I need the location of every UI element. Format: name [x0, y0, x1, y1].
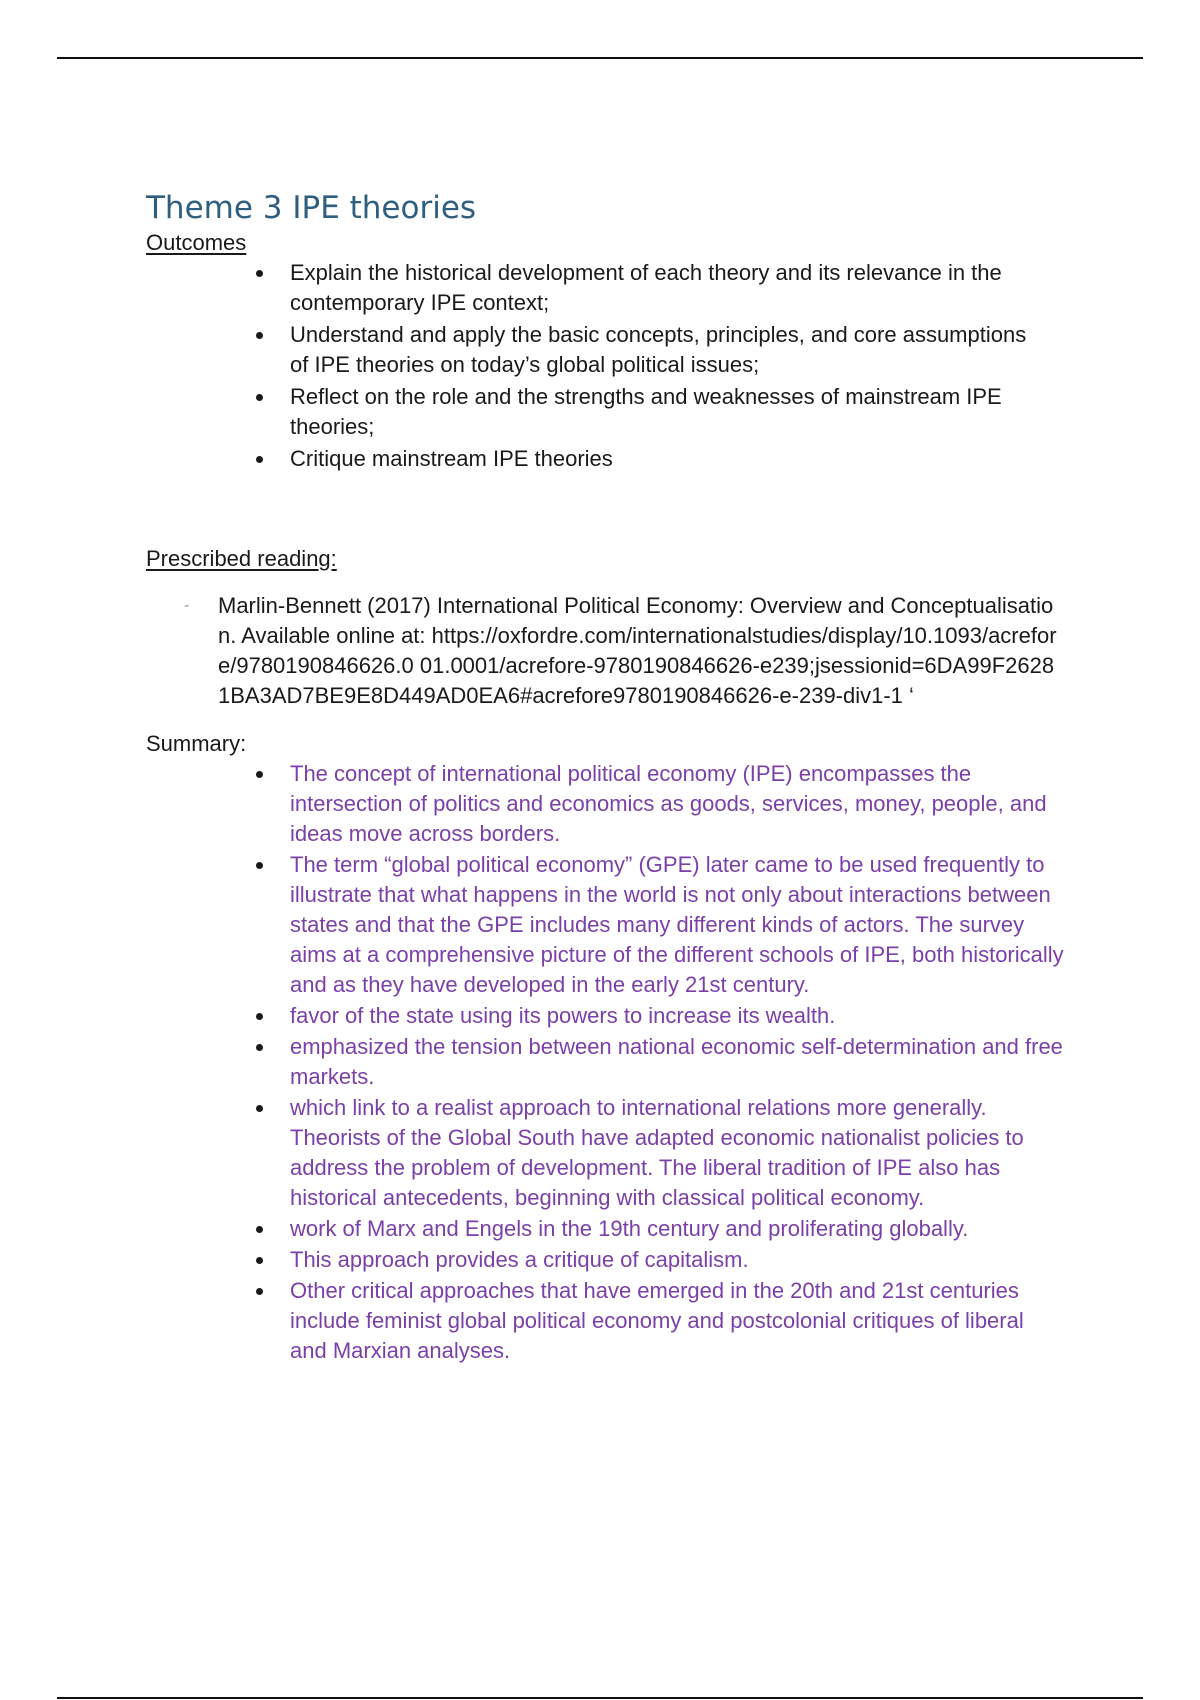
bullet-icon: [256, 1105, 263, 1112]
outcome-item: [146, 382, 1046, 442]
summary-text: favor of the state using its powers to increase its wealth.: [290, 1003, 836, 1028]
summary-list: [146, 759, 1066, 1366]
bullet-icon: [256, 270, 263, 277]
outcome-item: [146, 258, 1046, 318]
summary-heading: Summary:: [146, 731, 247, 756]
bullet-icon: [256, 862, 263, 869]
summary-text: which link to a realist approach to international relations more generally. Theorists of the Global South have adapted economic nationalist policies to address the problem of development. The liberal tradition of IPE also has historical antecedents, beginning with classical political economy.: [290, 1095, 1024, 1210]
bullet-icon: [256, 394, 263, 401]
page-title: Theme 3 IPE theories: [146, 190, 477, 226]
top-rule: [57, 57, 1143, 59]
summary-text: emphasized the tension between national economic self-determination and free markets.: [290, 1034, 1063, 1089]
bullet-icon: [256, 1044, 263, 1051]
outcome-item: [146, 444, 1046, 474]
summary-text: The term “global political economy” (GPE) later came to be used frequently to illustrate that what happens in the world is not only about interactions between states and that the GPE includes many different kinds of actors. The survey aims at a comprehensive picture of the different schools of IPE, both historically and as they have developed in the early 21st century.: [290, 852, 1064, 997]
outcome-text: Reflect on the role and the strengths and weaknesses of mainstream IPE theories;: [290, 384, 1002, 439]
bottom-rule: [57, 1697, 1143, 1699]
summary-text: work of Marx and Engels in the 19th century and proliferating globally.: [290, 1216, 969, 1241]
summary-text: The concept of international political economy (IPE) encompasses the intersection of politics and economics as goods, services, money, people, and ideas move across borders.: [290, 761, 1047, 846]
summary-item: [146, 1276, 1066, 1366]
summary-item: [146, 1245, 1066, 1275]
document-body: [146, 188, 1066, 1367]
summary-item: [146, 1214, 1066, 1244]
bullet-icon: [256, 1226, 263, 1233]
summary-item: [146, 759, 1066, 849]
outcome-item: [146, 320, 1046, 380]
prescribed-reading-heading: Prescribed reading:: [146, 546, 337, 571]
bullet-icon: [256, 1288, 263, 1295]
outcome-text: Understand and apply the basic concepts, principles, and core assumptions of IPE theories on today’s global political issues;: [290, 322, 1027, 377]
bullet-icon: [256, 1013, 263, 1020]
reading-item: [146, 591, 1063, 711]
bullet-icon: [256, 456, 263, 463]
bullet-icon: [256, 1257, 263, 1264]
bullet-icon: [256, 332, 263, 339]
reading-citation: Marlin-Bennett (2017) International Political Economy: Overview and Conceptualisation. Available online at: https://oxfordre.com/internationalstudies/display/10.1093/acrefore/9780190846626.0 01.0001/acrefore-9780190846626-e239;jsessionid=6DA99F26281BA3AD7BE9E8D449AD0EA6#acrefore9780190846626-e-239-div1-1 ‘: [218, 593, 1057, 708]
summary-text: This approach provides a critique of capitalism.: [290, 1247, 749, 1272]
summary-text: Other critical approaches that have emerged in the 20th and 21st centuries include feminist global political economy and postcolonial critiques of liberal and Marxian analyses.: [290, 1278, 1024, 1363]
bullet-icon: [256, 771, 263, 778]
dash-bullet-icon: -: [184, 597, 190, 614]
outcome-text: Explain the historical development of each theory and its relevance in the contemporary IPE context;: [290, 260, 1002, 315]
summary-item: [146, 1093, 1066, 1213]
outcomes-heading: Outcomes: [146, 230, 247, 255]
outcome-text: Critique mainstream IPE theories: [290, 446, 613, 471]
summary-item: [146, 1032, 1066, 1092]
outcomes-list: [146, 258, 1046, 474]
summary-item: [146, 850, 1066, 1000]
summary-item: [146, 1001, 1066, 1031]
